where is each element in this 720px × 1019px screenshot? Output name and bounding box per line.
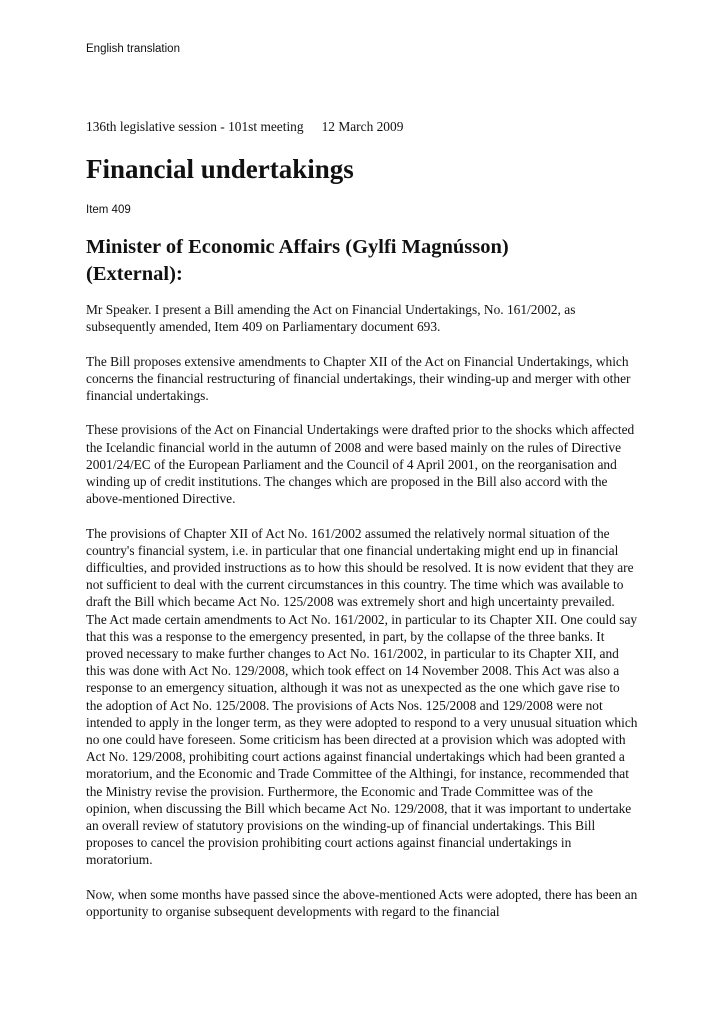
paragraph: These provisions of the Act on Financial Undertakings were drafted prior to the shocks which affected the Icelandic financial world in the autumn of 2008 and were based mainly on the rules of Directive 2001/24/EC of the European Parliament and the Council of 4 April 2001, on the reorganisation and winding up of credit institutions. The changes which are proposed in the Bill also accord with the above-mentioned Directive.: [86, 422, 635, 507]
paragraph: The Bill proposes extensive amendments to Chapter XII of the Act on Financial Undertakings, which concerns the financial restructuring of financial undertakings, their winding-up and merger with other financial undertakings.: [86, 353, 631, 403]
item-number: Item 409: [86, 204, 131, 216]
translation-note: English translation: [86, 43, 180, 55]
speaker-heading: Minister of Economic Affairs (Gylfi Magnússon) (External):: [86, 236, 509, 285]
paragraph: Now, when some months have passed since the above-mentioned Acts were adopted, there has been an opportunity to organise subsequent developments with regard to the financial: [86, 886, 638, 920]
paragraph: Mr Speaker. I present a Bill amending the Act on Financial Undertakings, No. 161/2002, as subsequently amended, Item 409 on Parliamentary document 693.: [86, 302, 576, 335]
session-meeting: 136th legislative session - 101st meeting: [86, 119, 304, 134]
speech-body: [86, 301, 638, 937]
session-date: 12 March 2009: [321, 119, 404, 134]
document-title: Financial undertakings: [86, 154, 354, 184]
paragraph: The provisions of Chapter XII of Act No. 161/2002 assumed the relatively normal situation of the country's financial system, i.e. in particular that one financial undertaking might end up in financial difficulties, and provided instructions as to how this should be resolved. It is now evident that they are not sufficient to deal with the current circumstances in this country. The time which was available to draft the Bill which became Act No. 125/2008 was extremely short and high uncertainty prevailed. The Act made certain amendments to Act No. 161/2002, in particular to its Chapter XII. One could say that this was a response to the emergency presented, in part, by the collapse of the three banks. It proved necessary to make further changes to Act No. 161/2002, in particular to its Chapter XII, and this was done with Act No. 129/2008, which took effect on 14 November 2008. This Act was also a response to an emergency situation, although it was not as unexpected as the one which gave rise to the adoption of Act No. 125/2008. The provisions of Acts Nos. 125/2008 and 129/2008 were not intended to apply in the longer term, as they were adopted to respond to a very unusual situation which no one could have foreseen. Some criticism has been directed at a provision which was adopted with Act No. 129/2008, prohibiting court actions against financial undertakings which had been granted a moratorium, and the Economic and Trade Committee of the Althingi, for instance, recommended that the Ministry revise the provision. Furthermore, the Economic and Trade Committee was of the opinion, when discussing the Bill which became Act No. 129/2008, that it was important to undertake an overall review of statutory provisions on the winding-up of financial undertakings. This Bill proposes to cancel the provision prohibiting court actions against financial undertakings in moratorium.: [86, 525, 638, 868]
session-line: [86, 118, 403, 135]
